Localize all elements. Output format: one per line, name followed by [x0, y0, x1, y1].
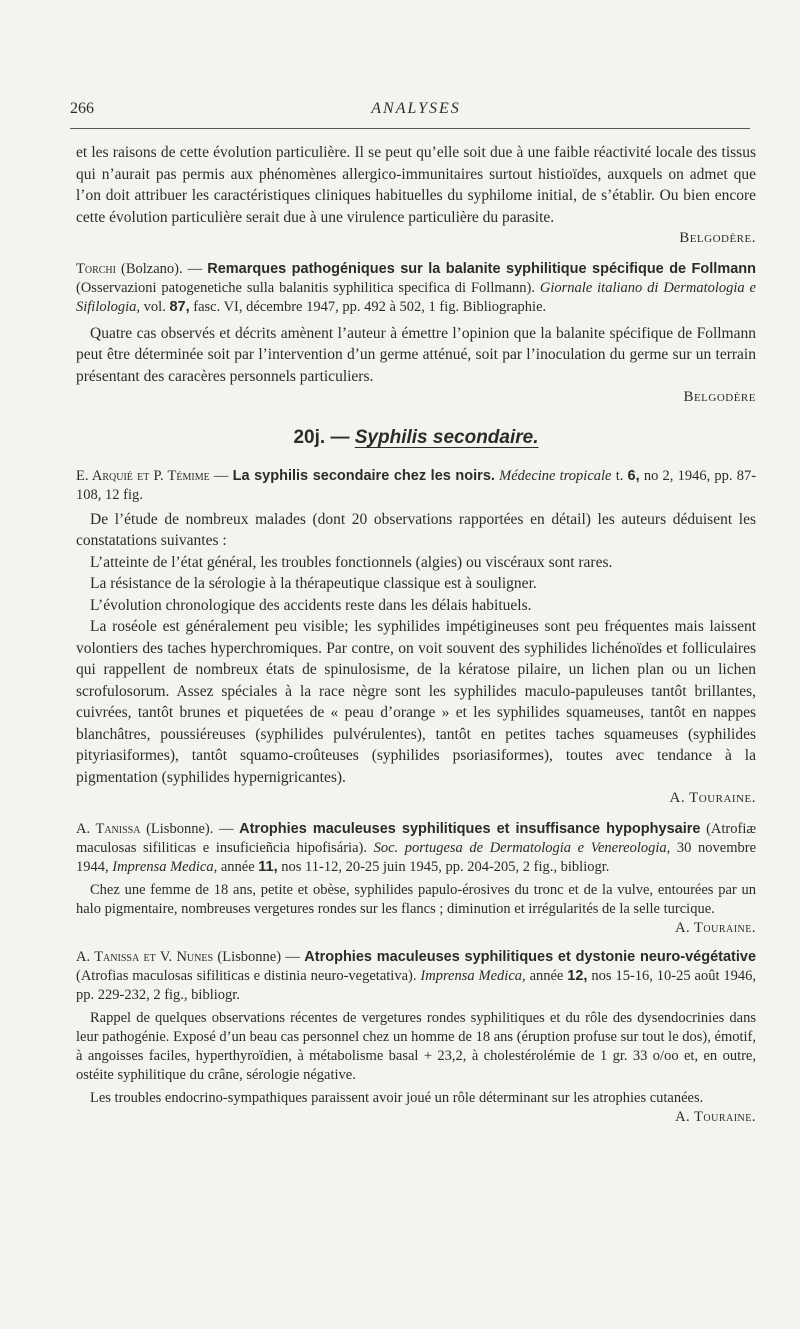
title: Remarques pathogéniques sur la balanite syphilitique spécifique de Follmann	[207, 260, 756, 277]
reference	[76, 820, 756, 877]
details: nos 15-16, 10-25 août 1946, pp. 229-232, 2 fig., bibliogr.	[76, 967, 757, 1003]
details: no 2, 1946, pp. 87-108, 12 fig.	[76, 467, 757, 503]
place: (Lisbonne). —	[146, 820, 234, 837]
continued-paragraph: et les raisons de cette évolution particulière. Il se peut qu’elle soit due à une faible réactivité locale des tissus qui n’aurait pas permis aux phénomènes allergico-immunitaires surtout histioïdes, auxquels on admet que l’on doit attribuer les caractéristiques cliniques habituelles du syphilome initial, de s’établir. Ou bien encore cette évolution particulière serait due à une virulence particulière du parasite.	[76, 144, 756, 226]
signature: A. Touraine.	[675, 919, 756, 936]
section-heading	[76, 427, 756, 449]
article-body	[76, 142, 756, 1127]
journal: Giornale italiano di Dermatologia e Sifilologia,	[76, 279, 756, 315]
author: A. Tanissa	[76, 820, 141, 837]
year-prefix: année	[220, 858, 255, 875]
abstract-text: Chez une femme de 18 ans, petite et obèse, syphilides papulo-érosives du tronc et de la vulve, entourées par un halo pigmentaire, nombreuses vergetures rondes sur les flancs ; diminution et irrégularités de la selle turcique.	[76, 881, 756, 917]
journal: Soc. portugesa de Dermatologia e Venereologia,	[373, 839, 671, 856]
tome-prefix: t.	[615, 467, 624, 484]
details: nos 11-12, 20-25 juin 1945, pp. 204-205, 2 fig., bibliogr.	[281, 858, 610, 875]
signature: Belgodère	[683, 389, 756, 405]
signature: Belgodère.	[679, 230, 756, 246]
section-number: 20j. —	[293, 426, 350, 448]
title: Atrophies maculeuses syphilitiques et insuffisance hypophysaire	[239, 820, 701, 837]
author: Torchi	[76, 260, 116, 277]
volume-prefix: vol.	[143, 298, 166, 315]
details: fasc. VI, décembre 1947, pp. 492 à 502, 1 fig. Bibliographie.	[193, 298, 547, 315]
abstract-paragraph: L’atteinte de l’état général, les troubles fonctionnels (algies) ou viscéraux sont rares.	[90, 553, 613, 571]
running-title: ANALYSES	[371, 100, 461, 117]
abstract-paragraph: De l’étude de nombreux malades (dont 20 observations rapportées en détail) les auteurs déduisent les constatations suivantes :	[76, 510, 756, 549]
page-header	[70, 100, 756, 122]
year-prefix: année	[529, 967, 564, 984]
abstract-paragraph: La roséole est généralement peu visible; les syphilides impétigineuses sont peu fréquentes mais laissent volontiers des taches hyperchromiques. Par contre, on voit souvent des syphilides lichénoïdes et folliculaires qui rappellent de nombreux états de spinulosisme, de la kératose pilaire, un lichen plan ou un lichen scrofulosorum. Assez spéciales à la race nègre sont les syphilides maculo-papuleuses tantôt brillantes, cuivrées, tantôt brunes et piquetées de « peau d’orange » et les syphilides squameuses, tantôt en nappes blanchâtres, poussiéreuses (syphilides pulvérulentes), tantôt en petites taches squameuses (syphilides pityriasiformes), tantôt squamo-croûteuses (syphilides psoriasiformes), toutes avec tendance à la pigmentation (syphilides hypernigricantes).	[76, 618, 756, 786]
volume: 87,	[169, 298, 190, 315]
journal-2: Imprensa Medica,	[112, 858, 218, 875]
abstract-entry-arquie	[76, 467, 756, 505]
original-title: (Atrofiæ maculosas sifiliticas e insuficieñcia hipofisária).	[76, 820, 757, 856]
title: La syphilis secondaire chez les noirs.	[232, 467, 495, 484]
date: 30 novembre 1944,	[76, 839, 757, 875]
signature: A. Touraine.	[675, 1108, 756, 1125]
abstract-entry-tanissa-nunes	[76, 948, 756, 1127]
section-title: Syphilis secondaire.	[354, 426, 539, 448]
abstract-text: Quatre cas observés et décrits amènent l’auteur à émettre l’opinion que la balanite spécifique de Follmann peut être déterminée soit par l’intervention d’un germe atténué, soit par l’inoculation du germe sur un terrain présentant des caracères personnels particuliers.	[76, 324, 756, 385]
abstract-paragraph: Rappel de quelques observations récentes de vergetures rondes syphilitiques et du rôle des dysendocrinies dans leur pathogénie. Exposé d’un beau cas personnel chez un homme de 18 ans (éruption profuse sur tout le dos), émotif, à angoisses faciles, hyperthyroïdien, à métabolisme basal + 23,2, à cholestérolémie de 1 gr. 33 o/oo et, en outre, ostéite syphilitique du crâne, sérologie négative.	[76, 1009, 756, 1083]
reference	[76, 467, 756, 505]
place: (Lisbonne) —	[217, 948, 300, 965]
reference	[76, 948, 756, 1005]
abstract-paragraph: Les troubles endocrino-sympathiques paraissent avoir joué un rôle déterminant sur les atrophies cutanées.	[90, 1089, 704, 1106]
header-rule	[70, 128, 750, 129]
volume: 11,	[258, 858, 278, 875]
reference	[76, 260, 756, 317]
abstract-entry-tanissa	[76, 820, 756, 938]
original-title: (Osservazioni patogenetiche sulla balanitis syphilitica specifica di Follmann).	[76, 279, 536, 296]
title: Atrophies maculeuses syphilitiques et dystonie neuro-végétative	[304, 948, 757, 965]
abstract-entry-torchi	[76, 260, 756, 317]
journal: Médecine tropicale	[499, 467, 612, 484]
abstract-paragraph: La résistance de la sérologie à la thérapeutique classique est à souligner.	[90, 575, 537, 592]
original-title: (Atrofias maculosas sifiliticas e distinia neuro-vegetativa).	[76, 967, 417, 984]
page-number: 266	[70, 100, 94, 117]
volume: 12,	[567, 967, 588, 984]
journal: Imprensa Medica,	[420, 967, 526, 984]
signature: A. Touraine.	[669, 790, 756, 806]
authors: E. Arquié et P. Témime —	[76, 467, 229, 484]
volume: 6,	[627, 467, 640, 484]
place: (Bolzano). —	[121, 260, 203, 277]
authors: A. Tanissa et V. Nunes	[76, 948, 214, 965]
abstract-paragraph: L’évolution chronologique des accidents reste dans les délais habituels.	[90, 596, 532, 614]
